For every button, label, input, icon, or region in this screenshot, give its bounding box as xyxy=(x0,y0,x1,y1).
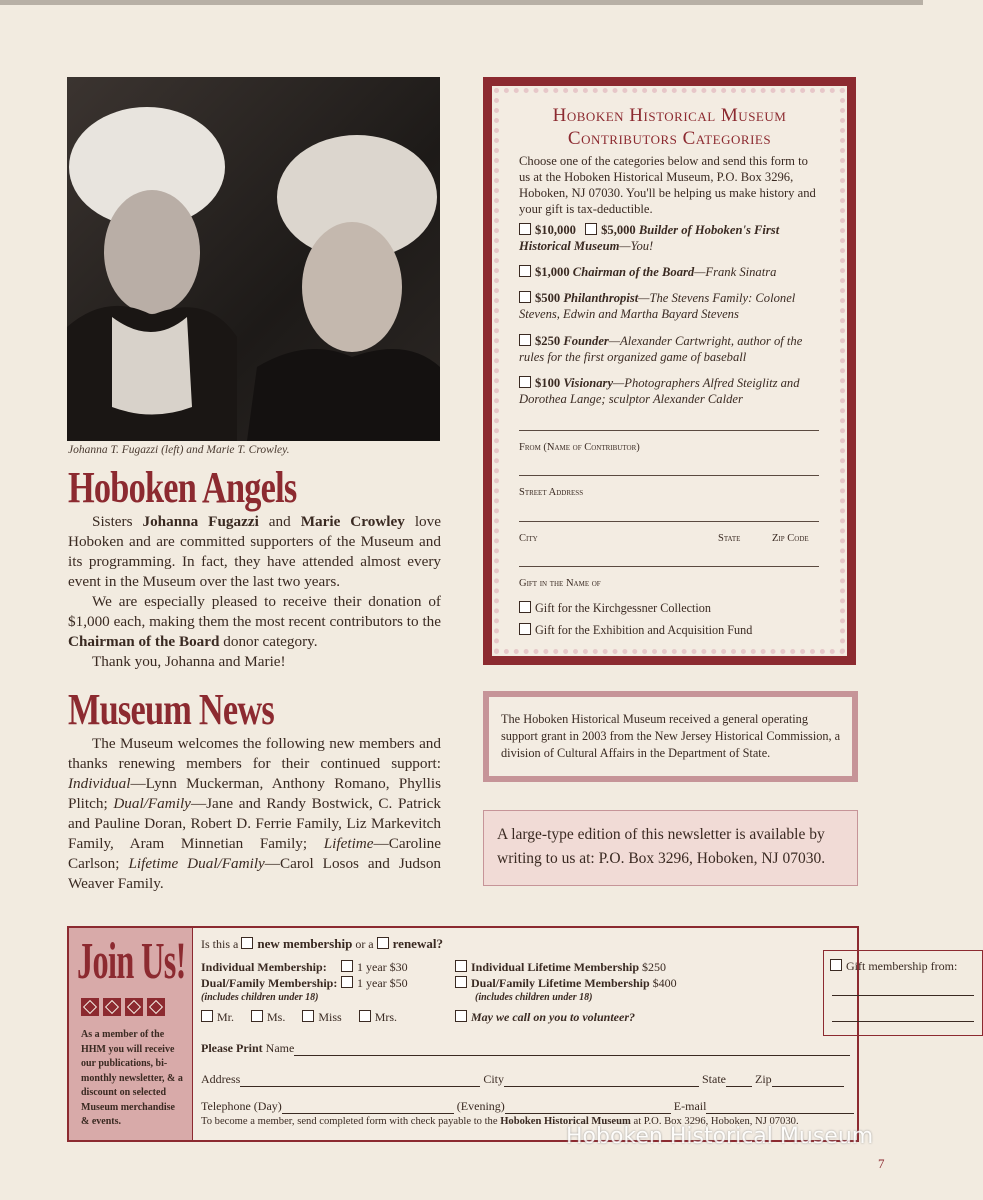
diamond-icon xyxy=(125,998,143,1016)
option-250[interactable]: $250 Founder—Alexander Cartwright, author of the rules for the first organized game of baseball xyxy=(519,334,803,364)
gift-name-field[interactable] xyxy=(519,566,819,567)
checkbox-mr[interactable] xyxy=(201,1010,213,1022)
street-field[interactable] xyxy=(519,475,819,476)
checkbox-individual[interactable] xyxy=(341,960,353,972)
checkbox-gift-membership[interactable] xyxy=(830,959,842,971)
name-field[interactable]: Please Print Name xyxy=(201,1041,850,1056)
from-label: From (Name of Contributor) xyxy=(519,442,640,453)
checkbox-dual-lifetime[interactable] xyxy=(455,976,467,988)
telephone-row[interactable]: Telephone (Day) (Evening) E-mail xyxy=(201,1099,854,1114)
option-100[interactable]: $100 Visionary—Photographers Alfred Steiglitz and Dorothea Lange; sculptor Alexander Calder xyxy=(519,376,800,406)
large-type-notice: A large-type edition of this newsletter is available by writing to us at: P.O. Box 3296, Hoboken, NJ 07030. xyxy=(483,810,858,886)
join-form: Join Us! As a member of the HHM you will receive our publications, bi-monthly newsletter, & a discount on selected Museum merchandise & events. Is this a new membership or a renewal? Individual Membership: 1 year $30 Dual/Family Membership: 1 year $50 (includes children under 18) Individual Lifetime Membership $250 Dual/Family Lifetime Membership $400 (includes children under 18) Gift membership from: Mr. Ms. Miss Mrs. May we call on you to volunteer? Please Print Name Address City State Zip Telephone (Day) (Evening) E-mail To become a member, send completed form with check payable to the Hoboken Historical Museum at P.O. Box 3296, Hoboken, NJ 07030. xyxy=(67,926,859,1142)
checkbox-exhibition[interactable] xyxy=(519,623,531,635)
gift-membership-box[interactable]: Gift membership from: xyxy=(823,950,983,1036)
checkbox-ms[interactable] xyxy=(251,1010,263,1022)
join-description: As a member of the HHM you will receive our publications, bi-monthly newsletter, & a discount on selected Museum merchandise & events. xyxy=(81,1029,183,1127)
address-row[interactable]: Address City State Zip xyxy=(201,1072,844,1087)
join-footer: To become a member, send completed form with check payable to the Hoboken Historical Museum at P.O. Box 3296, Hoboken, NJ 07030. xyxy=(201,1116,799,1127)
checkbox-ind-lifetime[interactable] xyxy=(455,960,467,972)
top-edge xyxy=(0,0,923,5)
option-500[interactable]: $500 Philanthropist—The Stevens Family: Colonel Stevens, Edwin and Martha Bayard Stevens xyxy=(519,291,796,321)
state-label: State xyxy=(718,533,741,544)
photo-fugazzi-crowley xyxy=(67,77,440,441)
zip-label: Zip Code xyxy=(772,533,809,544)
checkbox-1000[interactable] xyxy=(519,265,531,277)
checkbox-mrs[interactable] xyxy=(359,1010,371,1022)
city-label: City xyxy=(519,533,538,544)
gift-name-label: Gift in the Name of xyxy=(519,578,601,589)
option-10000-5000[interactable]: $10,000 $5,000 Builder of Hoboken's First Historical Museum—You! xyxy=(519,223,780,253)
diamond-icon xyxy=(147,998,165,1016)
diamond-icon xyxy=(103,998,121,1016)
city-state-zip-field[interactable] xyxy=(519,521,819,522)
checkbox-dual[interactable] xyxy=(341,976,353,988)
watermark: Hoboken Historical Museum xyxy=(566,1124,874,1149)
join-title: Join Us! xyxy=(77,933,186,990)
contributors-form xyxy=(483,77,856,665)
checkbox-500[interactable] xyxy=(519,291,531,303)
gift-kirchgessner[interactable]: Gift for the Kirchgessner Collection xyxy=(519,601,711,616)
checkbox-100[interactable] xyxy=(519,376,531,388)
angels-headline: Hoboken Angels xyxy=(68,463,297,512)
checkbox-5000[interactable] xyxy=(585,223,597,235)
checkbox-10000[interactable] xyxy=(519,223,531,235)
checkbox-miss[interactable] xyxy=(302,1010,314,1022)
gift-exhibition[interactable]: Gift for the Exhibition and Acquisition Fund xyxy=(519,623,752,638)
from-field[interactable] xyxy=(519,430,819,431)
news-headline: Museum News xyxy=(68,685,274,734)
street-label: Street Address xyxy=(519,487,584,498)
diamond-icon xyxy=(81,998,99,1016)
checkbox-250[interactable] xyxy=(519,334,531,346)
checkbox-new-membership[interactable] xyxy=(241,937,253,949)
option-1000[interactable]: $1,000 Chairman of the Board—Frank Sinatra xyxy=(519,264,819,280)
page-number: 7 xyxy=(878,1156,885,1171)
grant-notice: The Hoboken Historical Museum received a general operating support grant in 2003 from the New Jersey Historical Commission, a division of Cultural Affairs in the Department of State. xyxy=(483,691,858,782)
checkbox-volunteer[interactable] xyxy=(455,1010,467,1022)
checkbox-renewal[interactable] xyxy=(377,937,389,949)
decorative-icons xyxy=(81,998,169,1021)
photo-caption: Johanna T. Fugazzi (left) and Marie T. Crowley. xyxy=(68,444,290,456)
contributors-intro: Choose one of the categories below and send this form to us at the Hoboken Historical Museum, P.O. Box 3296, Hoboken, NJ 07030. You'll be helping us make history and your gift is tax-deductible. xyxy=(519,154,816,216)
news-article: The Museum welcomes the following new members and thanks renewing members for their continued support: Individual—Lynn Muckerman, Anthony Romano, Phyllis Plitch; Dual/Family—Jane and Randy Bostwick, C. Patrick and Pauline Doran, Robert D. Ferrie Family, Liz Markevitch Family, Aram Minnetian Family; Lifetime—Caroline Carlson; Lifetime Dual/Family—Carol Losos and Judson Weaver Family. xyxy=(68,735,442,892)
angels-article: Sisters Johanna Fugazzi and Marie Crowley love Hoboken and are committed supporters of the Museum and its programming. In fact, they have attended almost every event in the Museum over the last two years. We are especially pleased to receive their donation of $1,000 each, making them the most recent contributors to the Chairman of the Board donor category. Thank you, Johanna and Marie! xyxy=(68,513,441,670)
contributors-title: Hoboken Historical Museum Contributors Categories xyxy=(552,105,787,149)
checkbox-kirchgessner[interactable] xyxy=(519,601,531,613)
